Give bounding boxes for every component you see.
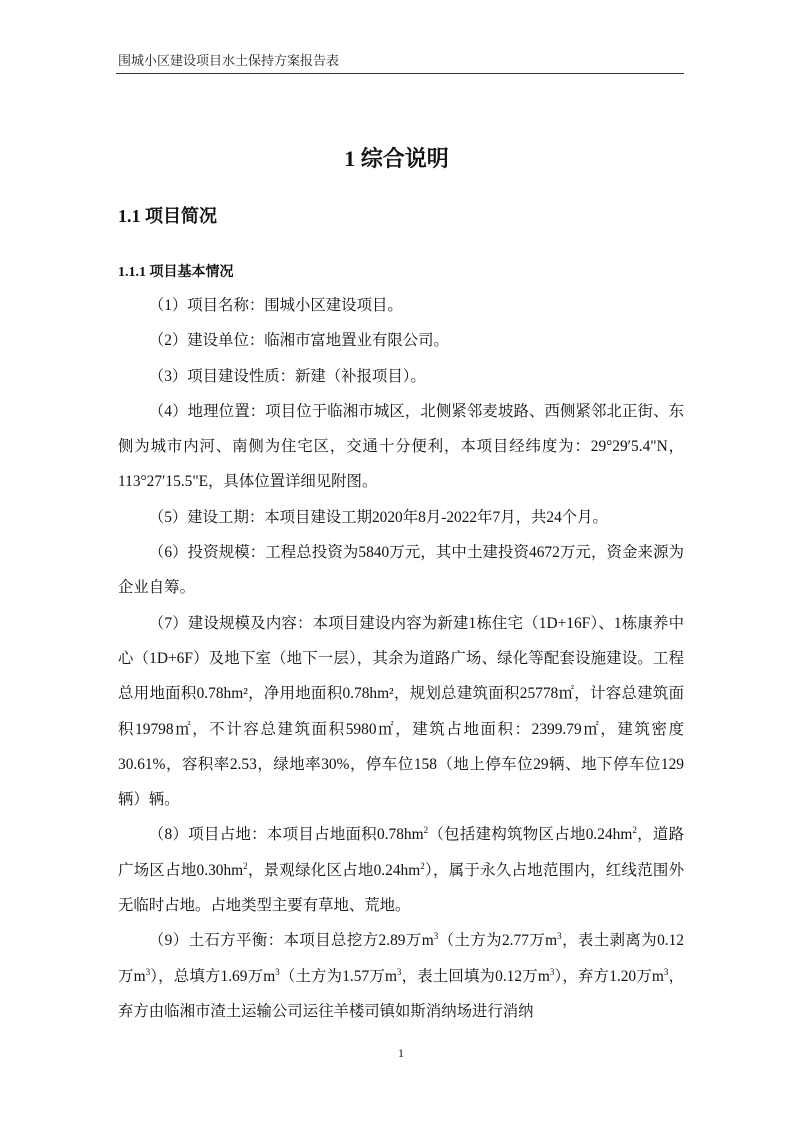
- text-run: （1）项目名称：围城小区建设项目。: [148, 297, 403, 314]
- text-run: （7）建设规模及内容：本项目建设内容为新建1栋住宅（1D+16F）、1栋康养中心（1D+6F）及地下室（地下一层），其余为道路广场、绿化等配套设施建设。工程总用地面积0.78hm²，净用地面积0.78hm²，规划总建筑面积25778㎡，计容总建筑面积19798㎡，不计容总建筑面积5980㎡，建筑占地面积：2399.79㎡，建筑密度30.61%，容积率2.53，绿地率30%，停车位158（地上停车位29辆、地下停车位129辆）辆。: [118, 614, 684, 809]
- paragraph: [118, 817, 684, 923]
- chapter-title: 1 综合说明: [344, 146, 449, 171]
- superscript: 3: [396, 966, 402, 977]
- paragraph: [118, 500, 684, 535]
- text-run: ，表土剥离为0.12万m: [118, 932, 685, 985]
- superscript: 2: [243, 860, 248, 871]
- paragraph: [118, 535, 684, 606]
- paragraph: [118, 606, 684, 818]
- paragraph: [118, 923, 684, 1029]
- superscript: 2: [632, 825, 637, 836]
- text-run: （土方为1.57万m: [279, 967, 397, 985]
- text-run: ，表土回填为0.12万m: [401, 967, 550, 985]
- superscript: 3: [433, 931, 439, 942]
- body-text: [118, 288, 684, 1029]
- paragraph: [118, 394, 684, 500]
- superscript: 3: [557, 931, 562, 942]
- paragraph: [118, 288, 684, 323]
- text-run: （2）建设单位：临湘市富地置业有限公司。: [148, 332, 449, 350]
- running-header: 围城小区建设项目水土保持方案报告表: [118, 53, 340, 68]
- text-run: （土方为2.77万m: [438, 932, 558, 950]
- text-run: （5）建设工期：本项目建设工期2020年8月-2022年7月，共24个月。: [148, 508, 608, 526]
- text-run: （8）项目占地：本项目占地面积0.78hm: [148, 826, 424, 844]
- text-run: ），属于永久占地范围内，红线范围外无临时占地。占地类型主要有草地、荒地。: [118, 861, 684, 915]
- superscript: 2: [420, 860, 425, 871]
- header-rule: [116, 73, 684, 74]
- text-run: （4）地理位置：项目位于临湘市城区，北侧紧邻麦坡路、西侧紧邻北正街、东侧为城市内河、南侧为住宅区，交通十分便利，本项目经纬度为：29°29′5.4"N，113°27′15.5"E，具体位置详细见附图。: [118, 402, 684, 491]
- paragraph: [118, 323, 684, 358]
- text-run: ），弃方1.20万m: [554, 967, 664, 985]
- page-number: 1: [398, 1046, 404, 1061]
- text-run: ），总填方1.69万m: [150, 967, 276, 985]
- page-body: [118, 288, 684, 1061]
- text-run: ，道路广场区占地0.30hm: [118, 826, 684, 879]
- superscript: 3: [275, 966, 280, 977]
- text-run: （3）项目建设性质：新建（补报项目）。: [148, 367, 426, 385]
- text-run: （包括建构筑物区占地0.24hm: [428, 826, 633, 844]
- subsection-title: 1.1.1 项目基本情况: [118, 265, 234, 280]
- superscript: 2: [423, 825, 429, 836]
- superscript: 3: [145, 966, 151, 977]
- superscript: 3: [549, 966, 555, 977]
- text-run: （6）投资规模：工程总投资为5840万元，其中土建投资4672万元，资金来源为企业自筹。: [118, 544, 684, 597]
- text-run: （9）土石方平衡：本项目总挖方2.89万m: [148, 932, 434, 950]
- text-run: ，弃方由临湘市渣土运输公司运往羊楼司镇如斯消纳场进行消纳: [118, 967, 684, 1020]
- superscript: 3: [663, 966, 669, 977]
- section-title: 1.1 项目简况: [118, 206, 217, 226]
- paragraph: [118, 359, 684, 394]
- text-run: ，景观绿化区占地0.24hm: [247, 861, 421, 879]
